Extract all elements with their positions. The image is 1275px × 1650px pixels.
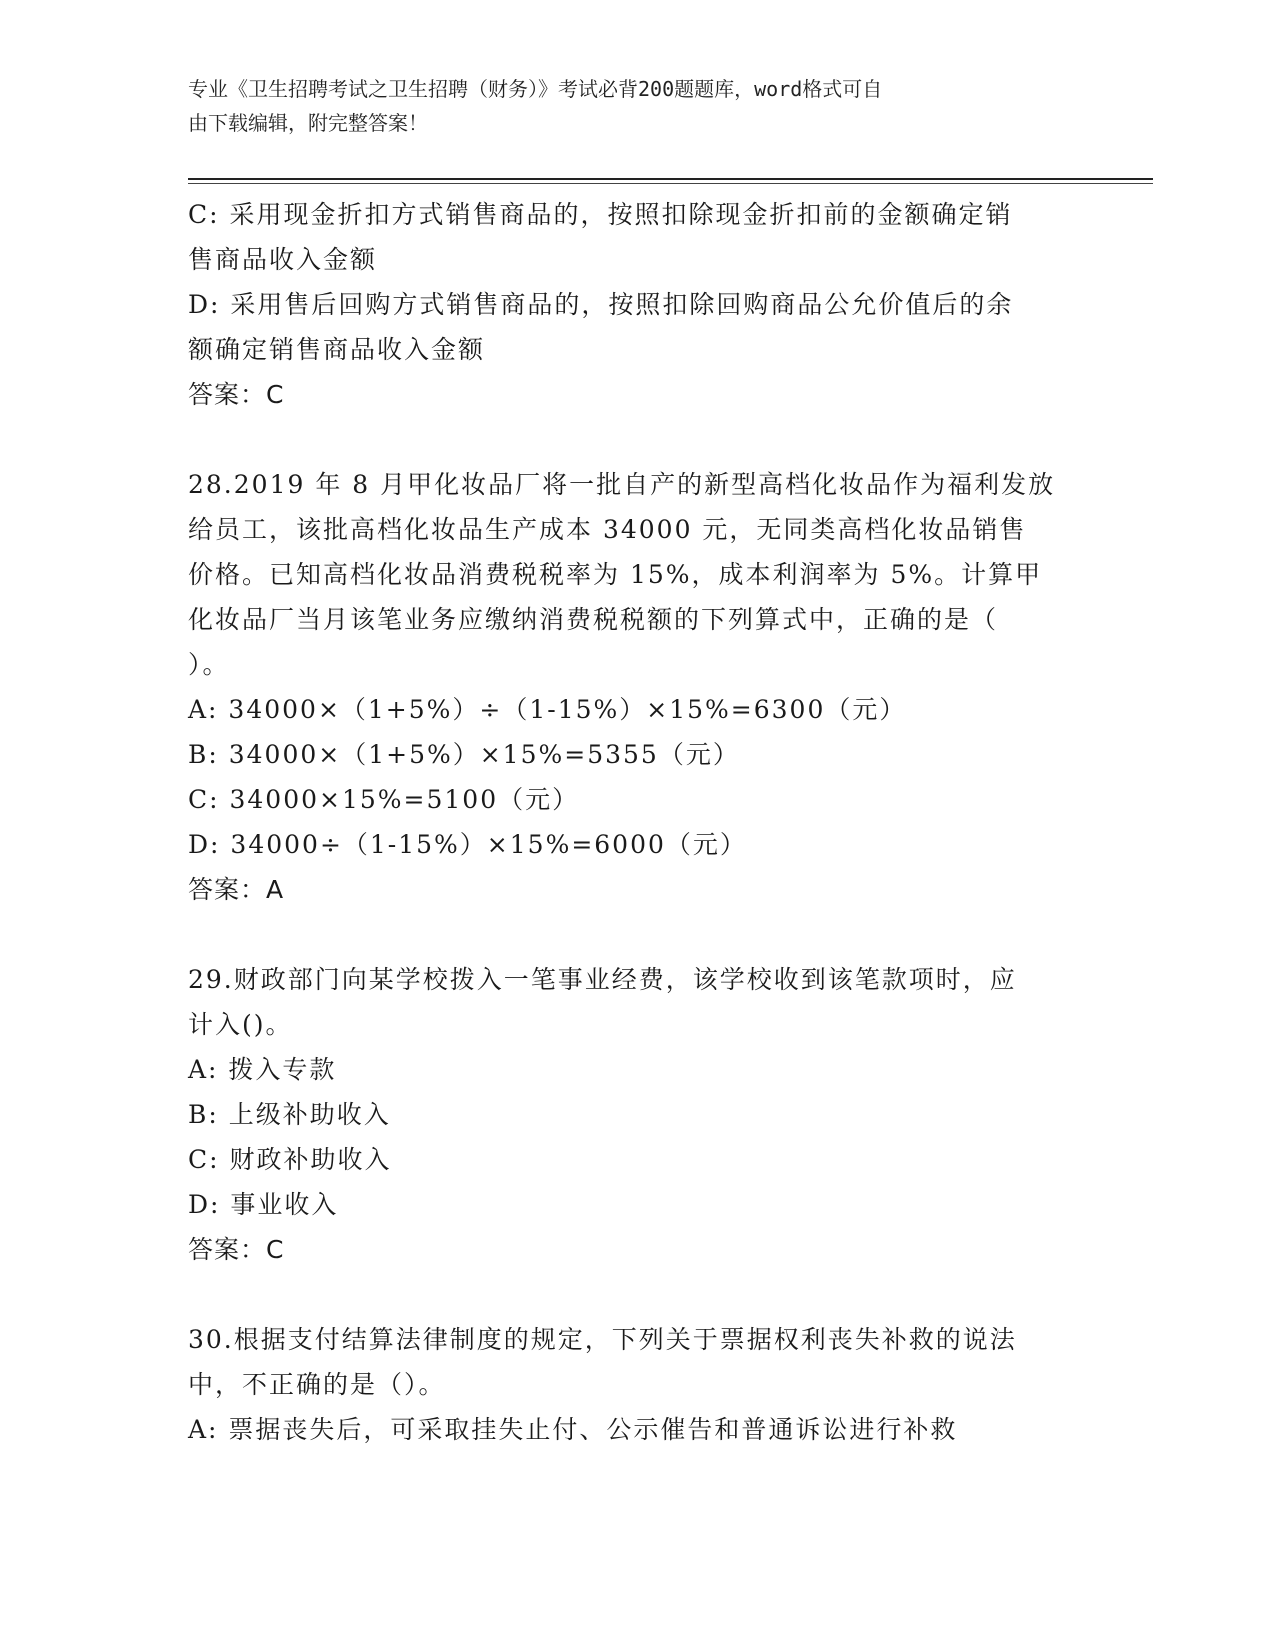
answer-29: 答案：C — [188, 1235, 285, 1264]
question-29 — [188, 957, 1088, 1272]
question-27-tail — [188, 192, 1088, 417]
document-body — [188, 192, 1088, 1452]
question-stem-line: 给员工，该批高档化妆品生产成本 34000 元，无同类高档化妆品销售 — [188, 515, 1027, 544]
option-a: A: 拨入专款 — [188, 1055, 337, 1084]
question-stem-line: 28.2019 年 8 月甲化妆品厂将一批自产的新型高档化妆品作为福利发放 — [188, 470, 1056, 499]
header-line-2: 由下载编辑，附完整答案！ — [188, 111, 428, 135]
question-stem-line: 价格。已知高档化妆品消费税税率为 15%，成本利润率为 5%。计算甲 — [188, 560, 1043, 589]
question-stem-line: 29.财政部门向某学校拨入一笔事业经费，该学校收到该笔款项时，应 — [188, 965, 1017, 994]
option-c-line-2: 售商品收入金额 — [188, 245, 378, 274]
option-d: D: 34000÷（1-15%）×15%=6000（元） — [188, 830, 747, 859]
question-stem-line: 化妆品厂当月该笔业务应缴纳消费税税额的下列算式中，正确的是（ — [188, 605, 999, 634]
option-d: D: 事业收入 — [188, 1190, 339, 1219]
document-header — [188, 72, 1068, 140]
answer-28: 答案：A — [188, 875, 285, 904]
question-stem-line: ）。 — [188, 650, 230, 679]
question-stem-line: 中，不正确的是（）。 — [188, 1370, 446, 1399]
option-b: B: 34000×（1+5%）×15%=5355（元） — [188, 740, 740, 769]
question-stem-line: 30.根据支付结算法律制度的规定，下列关于票据权利丧失补救的说法 — [188, 1325, 1017, 1354]
option-c-line-1: C: 采用现金折扣方式销售商品的，按照扣除现金折扣前的金额确定销 — [188, 200, 1013, 229]
question-stem-line: 计入()。 — [188, 1010, 293, 1039]
option-d-line-1: D: 采用售后回购方式销售商品的，按照扣除回购商品公允价值后的余 — [188, 290, 1014, 319]
question-30 — [188, 1317, 1088, 1452]
header-rule-thick — [188, 178, 1153, 180]
spacer — [188, 912, 1088, 957]
option-d-line-2: 额确定销售商品收入金额 — [188, 335, 486, 364]
option-a: A: 票据丧失后，可采取挂失止付、公示催告和普通诉讼进行补救 — [188, 1415, 958, 1444]
option-b: B: 上级补助收入 — [188, 1100, 391, 1129]
option-c: C: 财政补助收入 — [188, 1145, 392, 1174]
answer-27: 答案：C — [188, 380, 285, 409]
question-28 — [188, 462, 1088, 912]
header-rule-thin — [188, 183, 1153, 184]
spacer — [188, 1272, 1088, 1317]
option-c: C: 34000×15%=5100（元） — [188, 785, 580, 814]
header-line-1: 专业《卫生招聘考试之卫生招聘（财务）》考试必背200题题库，word格式可自 — [188, 77, 883, 101]
option-a: A: 34000×（1+5%）÷（1-15%）×15%=6300（元） — [188, 695, 907, 724]
spacer — [188, 417, 1088, 462]
